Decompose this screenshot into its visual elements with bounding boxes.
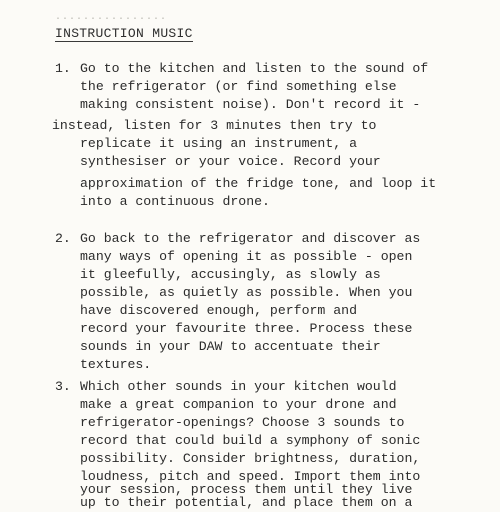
item-text-line: replicate it using an instrument, a bbox=[80, 136, 357, 151]
item-text-line: making consistent noise). Don't record it - bbox=[80, 97, 421, 112]
item-text-line: loudness, pitch and speed. Import them into bbox=[80, 469, 421, 484]
item-text-line: make a great companion to your drone and bbox=[80, 397, 397, 412]
item-text-line: approximation of the fridge tone, and loop it bbox=[80, 176, 437, 191]
item-text-line: possibility. Consider brightness, duration, bbox=[80, 451, 421, 466]
item-text-line: Go back to the refrigerator and discover as bbox=[80, 231, 421, 246]
item-text-line: possible, as quietly as possible. When you bbox=[80, 285, 413, 300]
document-title: INSTRUCTION MUSIC bbox=[55, 26, 193, 41]
item-text-line: refrigerator-openings? Choose 3 sounds to bbox=[80, 415, 405, 430]
item-text-line: the refrigerator (or find something else bbox=[80, 79, 397, 94]
item-text-line: into a continuous drone. bbox=[80, 194, 270, 209]
item-number: 3. bbox=[55, 379, 71, 394]
item-text-line: have discovered enough, perform and bbox=[80, 303, 357, 318]
item-text-line: it gleefully, accusingly, as slowly as bbox=[80, 267, 381, 282]
item-number: 1. bbox=[55, 61, 71, 76]
item-text-line: synthesiser or your voice. Record your bbox=[80, 154, 381, 169]
item-text-line: record your favourite three. Process these bbox=[80, 321, 413, 336]
item-text-line: your session, process them until they live bbox=[80, 482, 413, 497]
item-number: 2. bbox=[55, 231, 71, 246]
item-text-line: many ways of opening it as possible - open bbox=[80, 249, 413, 264]
faint-header-text: ................ bbox=[55, 12, 168, 23]
item-text-line: textures. bbox=[80, 357, 152, 372]
item-text-line: up to their potential, and place them on a bbox=[80, 495, 413, 510]
item-text-line: Go to the kitchen and listen to the sound of bbox=[80, 61, 429, 76]
item-text-line: record that could build a symphony of sonic bbox=[80, 433, 421, 448]
item-text-line: instead, listen for 3 minutes then try to bbox=[52, 118, 377, 133]
item-text-line: Which other sounds in your kitchen would bbox=[80, 379, 397, 394]
item-text-line: sounds in your DAW to accentuate their bbox=[80, 339, 381, 354]
